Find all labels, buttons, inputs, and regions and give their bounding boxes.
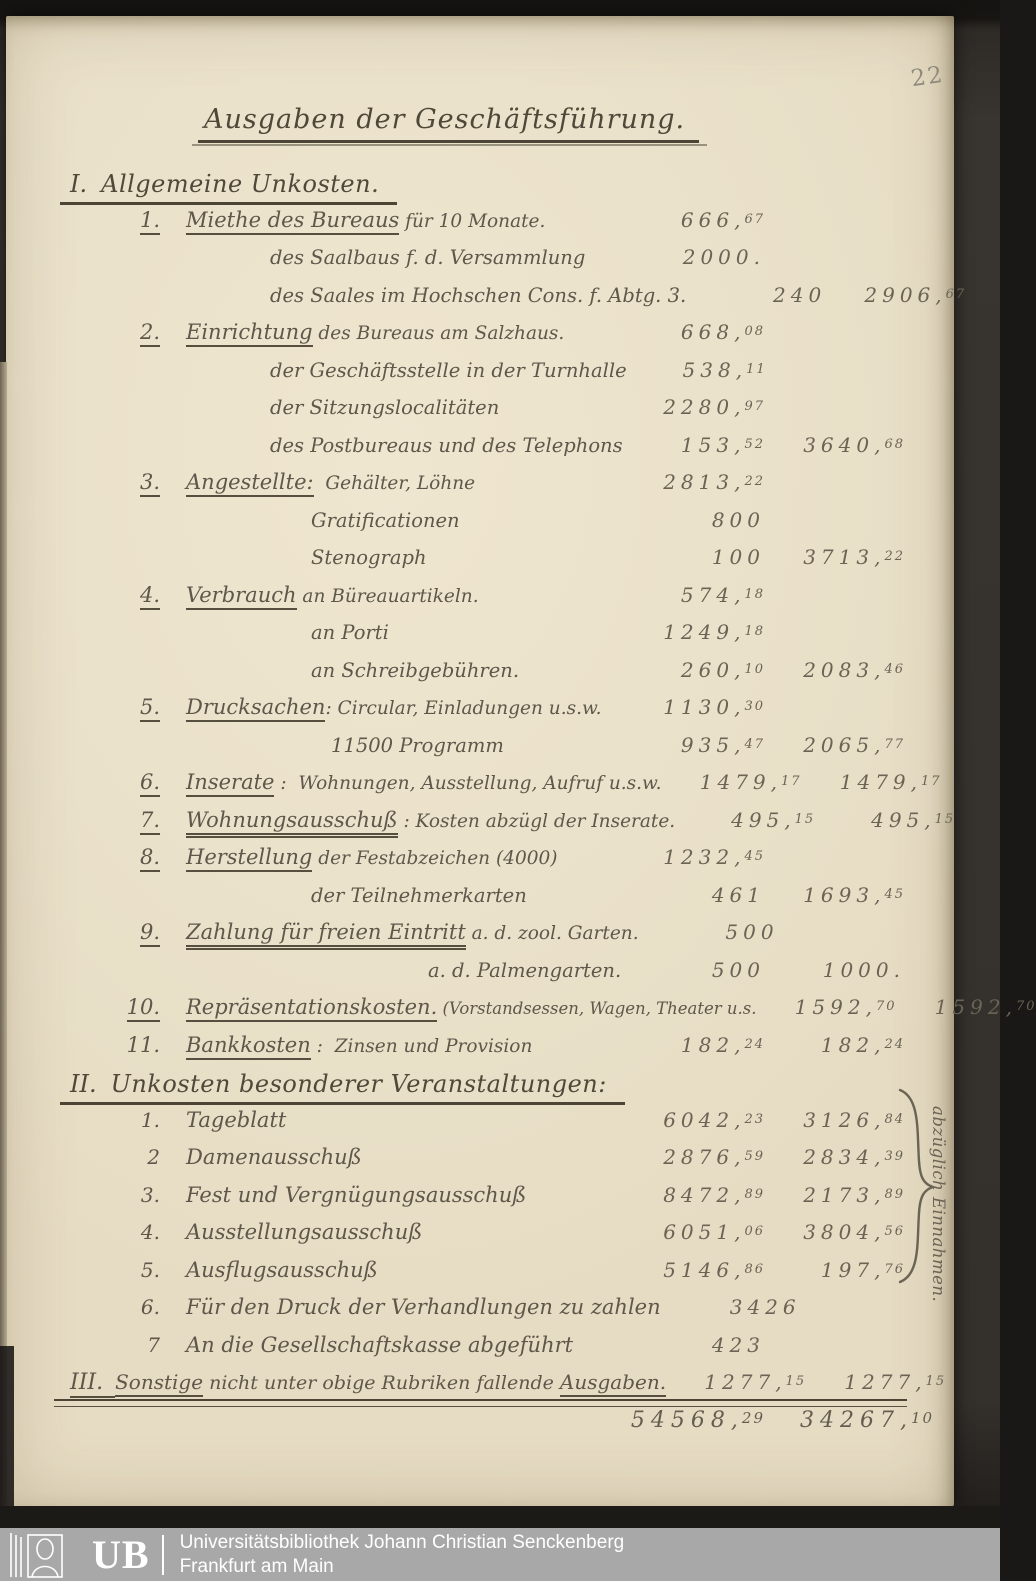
amount-col1: 1249, $^{18}$	[663, 620, 765, 644]
scan-border	[0, 1506, 1000, 1528]
section-numeral: II.	[70, 1070, 97, 1098]
amount-col1: 423	[711, 1332, 765, 1357]
amount-col1: 2000.	[682, 245, 765, 269]
row-label: Gehälter, Löhne	[313, 473, 476, 494]
row-number: 3.	[140, 1182, 160, 1207]
margin-note: abzüglich Einnahmen.	[929, 1106, 948, 1303]
ledger-row	[60, 395, 905, 433]
row-number: 9.	[140, 920, 160, 947]
row-number: 10.	[127, 995, 160, 1022]
amount-col1: 1130, $^{30}$	[663, 695, 765, 719]
row-label: des Saalbaus f. d. Versammlung	[270, 246, 586, 269]
row-keyword: Repräsentationskosten.	[186, 995, 437, 1022]
amount-col2: 2906, $^{67}$	[864, 282, 967, 307]
ledger-row	[60, 1108, 905, 1146]
amount-col1: 495, $^{15}$	[731, 807, 816, 832]
logo-separator	[162, 1535, 164, 1575]
library-portrait-icon	[8, 1532, 86, 1578]
amount-col2: 2065, $^{77}$	[803, 732, 905, 757]
library-name	[180, 1531, 625, 1579]
ledger-row	[60, 658, 905, 696]
ledger-row	[60, 208, 905, 246]
ledger-row	[60, 545, 905, 583]
grand-total-row	[60, 1407, 935, 1446]
ledger-row	[60, 770, 942, 808]
row-keyword: Inserate	[186, 770, 274, 797]
row-number: 6.	[140, 1295, 160, 1319]
ledger-row	[60, 433, 905, 471]
amount-col1: 666, $^{67}$	[680, 207, 765, 232]
amount-col2: 3126, $^{84}$	[803, 1107, 905, 1132]
ledger-row	[60, 695, 905, 733]
amount-col1: 935, $^{47}$	[680, 732, 765, 757]
amount-col1: 1277, $^{15}$	[704, 1370, 807, 1394]
row-label: (Vorstandsessen, Wagen, Theater u.s.	[437, 999, 757, 1018]
ledger-row	[60, 358, 905, 396]
amount-col2: 2834, $^{39}$	[803, 1145, 905, 1169]
row-label: des Saales im Hochschen Cons. f. Abtg. 3.	[270, 283, 687, 307]
row-label: Für den Druck der Verhandlungen zu zahlen	[186, 1295, 661, 1319]
amount-col1: 500	[711, 957, 765, 982]
ledger-row	[60, 282, 967, 321]
amount-col1: 153, $^{52}$	[680, 432, 765, 457]
ledger-row	[60, 958, 905, 996]
amount-col1: 6042, $^{23}$	[663, 1107, 765, 1132]
amount-col2: 1000.	[822, 957, 905, 982]
amount-col2: 3640, $^{68}$	[803, 432, 905, 457]
row-label: a. d. Palmengarten.	[428, 958, 622, 982]
amount-col1: 461	[711, 882, 765, 907]
row-number: 11.	[126, 1032, 160, 1057]
row-label: an Porti	[311, 621, 389, 644]
row-label: an Schreibgebühren.	[311, 658, 520, 682]
ledger-row	[60, 733, 905, 771]
amount-col2: 3713, $^{22}$	[803, 545, 905, 569]
ledger-row	[60, 620, 905, 658]
row-label: : Wohnungen, Ausstellung, Aufruf u.s.w.	[274, 773, 662, 794]
amount-col1: 574, $^{18}$	[680, 582, 765, 607]
amount-col1: 1592, $^{70}$	[794, 995, 897, 1019]
ledger-row	[60, 583, 905, 621]
row-keyword: Herstellung	[186, 845, 312, 872]
ledger-row	[60, 245, 905, 283]
ledger-row	[60, 1183, 905, 1221]
amount-col2: 3804, $^{56}$	[803, 1220, 905, 1244]
binding-shadow	[0, 1346, 14, 1506]
amount-col1: 2280, $^{97}$	[663, 395, 765, 419]
ledger-row	[60, 995, 1036, 1033]
amount-col1: 240	[773, 282, 827, 307]
row-label: des Bureaus am Salzhaus.	[312, 323, 565, 344]
row-keyword: Verbrauch	[186, 583, 297, 610]
ledger-row	[60, 470, 905, 508]
ledger-row	[60, 1220, 905, 1258]
ledger-row	[60, 320, 905, 358]
amount-col1: 538, $^{11}$	[682, 357, 767, 382]
amount-col1: 54568, 29	[630, 1407, 765, 1433]
ledger-row	[60, 1033, 905, 1071]
library-logo	[8, 1532, 180, 1578]
row-number: 8.	[140, 845, 160, 872]
row-keyword: Miethe des Bureaus	[186, 208, 399, 235]
row-keyword: Einrichtung	[186, 320, 313, 347]
row-number: 4.	[140, 1220, 160, 1244]
amount-col1: 260, $^{10}$	[680, 657, 765, 682]
row-number: 4.	[140, 583, 160, 610]
ledger-row	[60, 1070, 905, 1108]
ledger-row	[60, 845, 905, 883]
amount-col1: 2813, $^{22}$	[663, 470, 765, 494]
row-number: 7.	[140, 808, 160, 835]
ledger-row	[60, 1258, 905, 1296]
amount-col1: 800	[711, 507, 765, 532]
row-label: a. d. zool. Garten.	[465, 923, 639, 944]
row-number: 3.	[140, 470, 160, 497]
amount-col2: 197, $^{76}$	[820, 1257, 905, 1282]
section-numeral: III.	[70, 1370, 115, 1398]
document-title	[198, 104, 699, 143]
amount-col1: 5146, $^{86}$	[663, 1257, 765, 1282]
amount-col2: 182, $^{24}$	[820, 1032, 905, 1057]
amount-col1: 1232, $^{45}$	[663, 845, 765, 869]
row-label: Ausstellungsausschuß	[186, 1220, 423, 1244]
amount-col1: 3426	[729, 1295, 801, 1319]
row-number: 5.	[140, 1257, 160, 1282]
amount-col2: 34267, 10	[800, 1407, 935, 1433]
ledger-row	[60, 1145, 905, 1183]
section-heading: Unkosten besonderer Veranstaltungen:	[110, 1070, 607, 1098]
amount-col2: 2173, $^{89}$	[803, 1182, 905, 1207]
row-number: 7	[147, 1332, 160, 1357]
amount-col2: 1592, $^{70}$	[934, 995, 1036, 1019]
row-number: 2.	[140, 320, 160, 347]
row-label: Ausflugsausschuß	[186, 1257, 378, 1282]
row-label: : Zinsen und Provision	[310, 1035, 533, 1057]
row-label: des Postbureaus und des Telephons	[270, 433, 623, 457]
amount-col1: 100	[711, 545, 765, 569]
pencil-page-number: 22	[909, 61, 946, 93]
row-label: : Kosten abzügl der Inserate.	[397, 810, 676, 832]
ledger-row	[60, 170, 905, 208]
section-heading: III. Sonstige nicht unter obige Rubriken fallende Ausgaben.	[70, 1370, 666, 1395]
section-heading: Allgemeine Unkosten.	[101, 170, 380, 198]
amount-col1: 6051, $^{06}$	[663, 1220, 765, 1244]
row-label: Stenograph	[311, 546, 427, 569]
row-label: der Festabzeichen (4000)	[312, 848, 558, 869]
amount-col2: 495, $^{15}$	[871, 807, 956, 832]
row-label: an Büreauartikeln.	[296, 585, 479, 607]
row-label: Tageblatt	[186, 1107, 287, 1132]
row-number: 6.	[140, 770, 160, 797]
row-label: Gratificationen	[311, 508, 460, 532]
row-label: Fest und Vergnügungsausschuß	[186, 1182, 527, 1207]
ledger-row	[60, 883, 905, 921]
amount-col2: 1693, $^{45}$	[803, 882, 905, 907]
amount-col2: 1479, $^{17}$	[839, 770, 942, 794]
ledger-row	[60, 807, 956, 846]
amount-col1: 2876, $^{59}$	[663, 1145, 765, 1169]
ledger-row	[60, 1295, 905, 1333]
row-label: An die Gesellschaftskasse abgeführt	[186, 1332, 574, 1357]
amount-col1: 182, $^{24}$	[680, 1032, 765, 1057]
row-label: Damenausschuß	[186, 1145, 362, 1169]
row-number: 2	[147, 1145, 160, 1169]
row-label: der Teilnehmerkarten	[311, 883, 527, 907]
amount-col1: 500	[725, 920, 779, 944]
row-number: 5.	[140, 695, 160, 722]
row-label: : Circular, Einladungen u.s.w.	[325, 698, 602, 719]
row-keyword: Wohnungsausschuß	[186, 808, 398, 835]
row-keyword: Zahlung für freien Eintritt	[186, 920, 466, 947]
amount-col1: 668, $^{08}$	[680, 320, 765, 344]
row-keyword: Drucksachen	[186, 695, 325, 722]
row-label: der Geschäftsstelle in der Turnhalle	[270, 358, 627, 382]
library-name-line2: Frankfurt am Main	[179, 1555, 334, 1577]
row-label: der Sitzungslocalitäten	[270, 396, 500, 419]
ledger-row	[60, 1333, 905, 1371]
section-numeral: I.	[70, 170, 88, 198]
row-keyword: Angestellte:	[186, 470, 314, 497]
amount-col1: 8472, $^{89}$	[663, 1182, 765, 1207]
library-name-line1: Universitätsbibliothek Johann Christian Senckenberg	[179, 1531, 625, 1553]
row-label: für 10 Monate.	[399, 210, 546, 232]
row-keyword: Bankkosten	[186, 1033, 311, 1060]
row-label: 11500 Programm	[331, 733, 504, 757]
amount-col2: 1277, $^{15}$	[844, 1370, 947, 1394]
ledger-row	[60, 508, 905, 546]
library-footer-bar	[0, 1528, 1000, 1581]
row-number: 1.	[140, 208, 160, 235]
ub-logo-text: UB	[92, 1531, 150, 1577]
document-title-text: Ausgaben der Geschäftsführung.	[198, 104, 699, 143]
ledger-row	[60, 1370, 947, 1408]
amount-col1: 1479, $^{17}$	[699, 770, 802, 794]
amount-col2: 2083, $^{46}$	[803, 657, 905, 682]
page-edge	[0, 362, 7, 1506]
ledger-row	[60, 920, 905, 958]
row-number: 1.	[140, 1107, 160, 1132]
